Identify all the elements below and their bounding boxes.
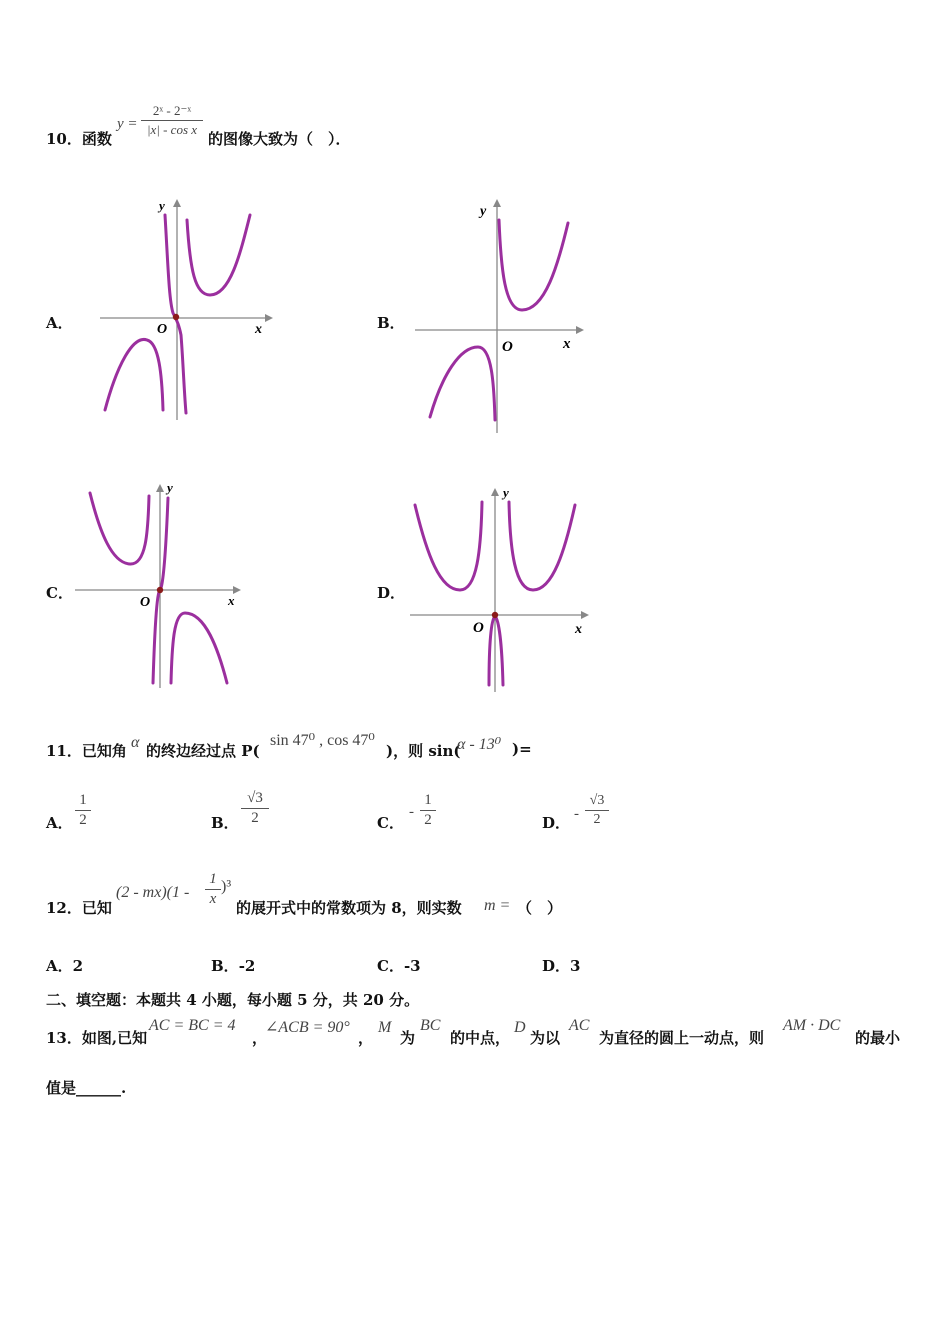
q10-option-a-label[interactable]: A． bbox=[46, 314, 73, 332]
curve-right bbox=[187, 215, 250, 295]
q10-tail: 的图像大致为（ ）． bbox=[208, 130, 351, 148]
minus-sign: - bbox=[409, 804, 414, 820]
fraction-numerator: 1 bbox=[209, 871, 217, 887]
q13-cond2: ∠ACB = 90° bbox=[265, 1019, 350, 1036]
x-axis-label: x bbox=[255, 322, 262, 337]
q11-option-c-value bbox=[420, 792, 436, 829]
q11-point: sin 47⁰ , cos 47⁰ bbox=[270, 732, 375, 749]
curve-right bbox=[509, 502, 575, 590]
q11-option-d-label[interactable]: D． bbox=[542, 814, 571, 832]
q11-option-a-value bbox=[75, 792, 91, 829]
fraction-denominator: 2 bbox=[593, 812, 601, 827]
curve-left bbox=[430, 347, 495, 420]
q10-stem bbox=[46, 128, 112, 149]
graph-c[interactable] bbox=[70, 478, 250, 693]
q11-stem bbox=[46, 740, 127, 761]
option-label: B． bbox=[211, 957, 239, 975]
origin-label: O bbox=[473, 620, 484, 636]
fraction-numerator: √3 bbox=[247, 790, 263, 806]
origin-dot bbox=[492, 612, 498, 618]
q10-option-b-label[interactable]: B． bbox=[377, 314, 405, 332]
q13-d: D bbox=[514, 1019, 526, 1036]
graph-a[interactable] bbox=[95, 195, 275, 425]
y-axis-label: y bbox=[167, 480, 173, 495]
q11-tail2: )= bbox=[512, 740, 532, 758]
fraction-numerator: 2ˣ - 2⁻ˣ bbox=[152, 103, 192, 118]
q13-w5: 的最小 bbox=[855, 1029, 901, 1047]
fraction-bar bbox=[205, 889, 221, 890]
q11-expr: α - 13⁰ bbox=[457, 736, 502, 753]
q12-mid: 的展开式中的常数项为 8，则实数 bbox=[236, 899, 462, 917]
q12-var: m = bbox=[484, 897, 511, 914]
curve-left bbox=[415, 502, 482, 590]
q11-mid: 的终边经过点 P( bbox=[146, 742, 260, 760]
q10-formula-y: y = bbox=[117, 116, 138, 132]
origin-dot bbox=[157, 587, 163, 593]
option-value: 3 bbox=[570, 957, 581, 975]
fraction-denominator: 2 bbox=[251, 810, 259, 826]
fraction-bar bbox=[241, 808, 269, 809]
x-axis-label: x bbox=[563, 336, 571, 352]
origin-dot bbox=[173, 314, 179, 320]
q10-option-c-label[interactable]: C． bbox=[46, 584, 73, 602]
fraction-numerator: 1 bbox=[424, 792, 432, 808]
q13-lead: 如图,已知 bbox=[81, 1029, 148, 1047]
q13-w1: 为 bbox=[400, 1029, 416, 1047]
fraction-denominator: |x| - cos x bbox=[146, 122, 198, 137]
y-axis-label: y bbox=[159, 198, 165, 213]
question-number: 13． bbox=[46, 1029, 82, 1047]
question-number: 10． bbox=[46, 130, 82, 148]
q13-w4: 为直径的圆上一动点，则 bbox=[599, 1029, 765, 1047]
q12-option-d[interactable] bbox=[542, 955, 580, 976]
curve-right bbox=[171, 613, 227, 683]
q12-option-c[interactable] bbox=[377, 955, 421, 976]
fraction-denominator: x bbox=[209, 891, 217, 907]
q12-option-a[interactable] bbox=[46, 955, 83, 976]
q11-option-c-label[interactable]: C． bbox=[377, 814, 404, 832]
option-value: 2 bbox=[72, 957, 84, 975]
x-arrow-icon bbox=[576, 326, 584, 334]
fraction-bar bbox=[420, 810, 436, 811]
q13-dot-product: AM · DC bbox=[783, 1017, 841, 1034]
q10-option-d-label[interactable]: D． bbox=[377, 584, 406, 602]
q11-alpha: α bbox=[131, 734, 140, 751]
section-heading: 二、填空题：本题共 4 小题，每小题 5 分，共 20 分。 bbox=[46, 991, 420, 1009]
q12-tail: （ ） bbox=[517, 899, 563, 917]
fraction-denominator: 2 bbox=[79, 812, 87, 828]
fraction-denominator: 2 bbox=[424, 812, 432, 828]
question-number: 11． bbox=[46, 742, 82, 760]
q11-option-b-value bbox=[241, 790, 269, 827]
q13-comma2: ， bbox=[358, 1029, 374, 1047]
fraction-bar bbox=[75, 810, 91, 811]
q13-stem bbox=[46, 1027, 147, 1048]
origin-label: O bbox=[157, 322, 168, 337]
fraction-numerator: 1 bbox=[79, 792, 87, 808]
curve-left bbox=[105, 339, 163, 410]
origin-label: O bbox=[502, 339, 513, 355]
q12-expr-left: (2 - mx)(1 - bbox=[116, 884, 190, 901]
fraction-bar bbox=[585, 810, 609, 811]
q13-w3: 为以 bbox=[530, 1029, 561, 1047]
option-value: -3 bbox=[403, 957, 421, 975]
curve-right bbox=[499, 220, 568, 310]
q11-option-b-label[interactable]: B． bbox=[211, 814, 239, 832]
q11-lead: 已知角 bbox=[81, 742, 127, 760]
question-number: 12． bbox=[46, 899, 82, 917]
graph-d[interactable] bbox=[405, 480, 595, 695]
y-arrow-icon bbox=[491, 488, 499, 496]
y-axis-label: y bbox=[480, 204, 487, 219]
curve-left bbox=[90, 493, 149, 564]
q13-cond1: AC = BC = 4 bbox=[149, 1017, 236, 1034]
q12-option-b[interactable] bbox=[211, 955, 255, 976]
q13-m: M bbox=[378, 1019, 392, 1036]
option-label: A． bbox=[46, 957, 73, 975]
option-label: D． bbox=[542, 957, 571, 975]
x-axis-label: x bbox=[228, 593, 235, 608]
y-arrow-icon bbox=[173, 199, 181, 207]
q10-lead: 函数 bbox=[81, 130, 112, 148]
q13-bc: BC bbox=[420, 1017, 441, 1034]
y-arrow-icon bbox=[493, 199, 501, 207]
q13-comma1: ， bbox=[252, 1029, 268, 1047]
q11-option-a-label[interactable]: A． bbox=[46, 814, 73, 832]
q12-fraction bbox=[205, 871, 221, 908]
origin-label: O bbox=[140, 595, 151, 610]
q11-tail1: )，则 sin( bbox=[386, 742, 461, 760]
q13-ac: AC bbox=[569, 1017, 590, 1034]
option-label: C． bbox=[377, 957, 404, 975]
q13-line2: 值是______. bbox=[46, 1079, 127, 1097]
x-axis-label: x bbox=[575, 622, 582, 637]
q12-stem bbox=[46, 897, 112, 918]
y-axis-label: y bbox=[503, 485, 509, 500]
option-value: -2 bbox=[238, 957, 256, 975]
y-arrow-icon bbox=[156, 484, 164, 492]
x-arrow-icon bbox=[265, 314, 273, 322]
q12-expr-right: )³ bbox=[221, 878, 232, 895]
curve-center bbox=[489, 616, 503, 685]
x-arrow-icon bbox=[581, 611, 589, 619]
fraction-numerator: √3 bbox=[589, 793, 605, 808]
q13-w2: 的中点， bbox=[450, 1029, 511, 1047]
q11-option-d-value bbox=[585, 793, 609, 828]
fraction-bar bbox=[141, 120, 203, 121]
q12-lead: 已知 bbox=[81, 899, 112, 917]
q10-formula-fraction bbox=[141, 103, 203, 138]
graph-b[interactable] bbox=[410, 195, 590, 435]
minus-sign: - bbox=[574, 806, 579, 822]
